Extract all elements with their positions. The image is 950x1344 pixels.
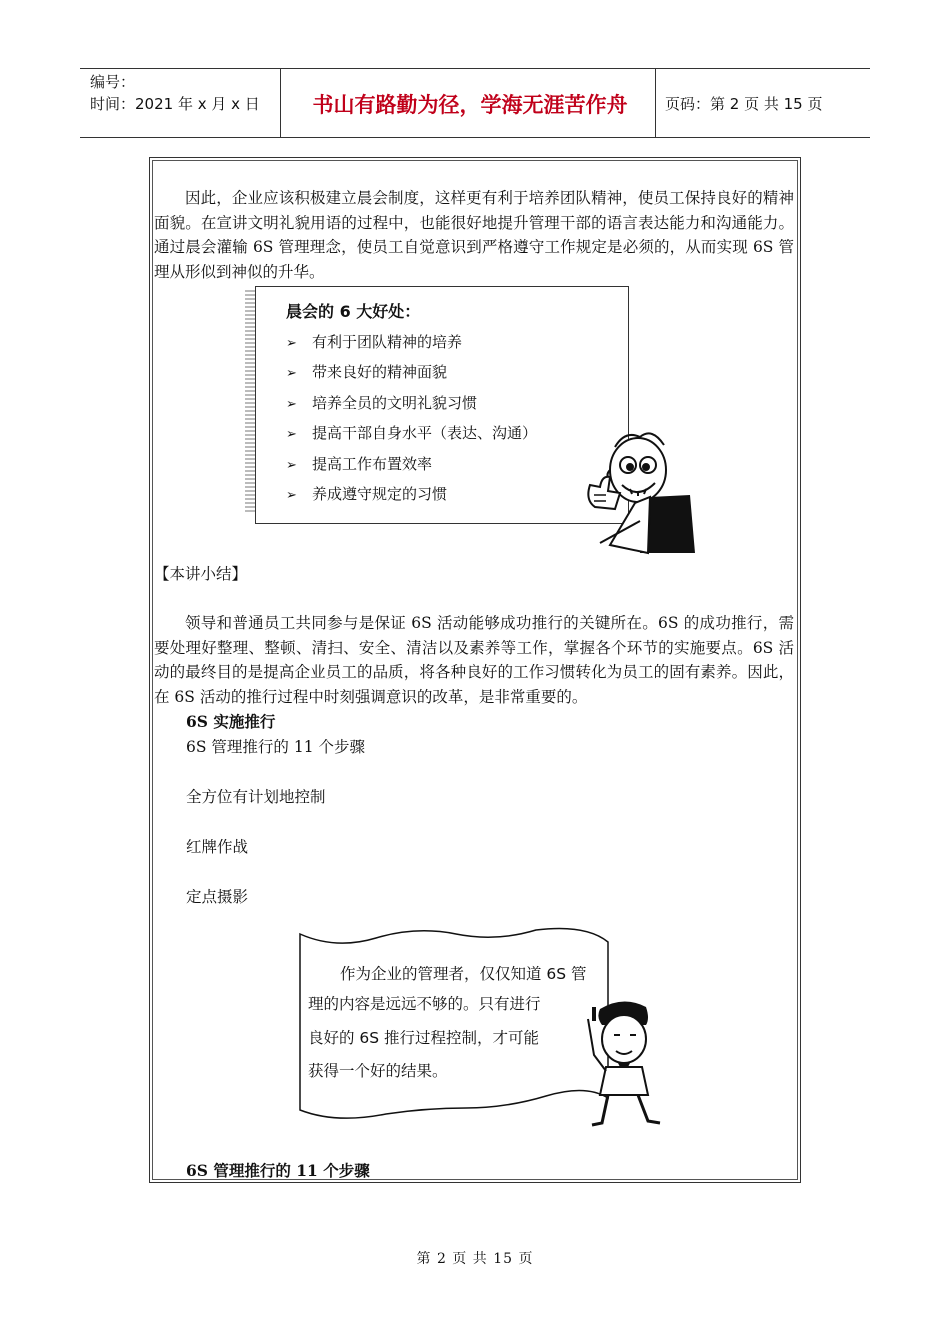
scroll-note-line: 作为企业的管理者，仅仅知道 6S 管 <box>340 965 587 983</box>
thumbs-up-cartoon-icon <box>580 425 705 555</box>
benefit-item: ➢ 提高工作布置效率 <box>286 455 433 473</box>
benefits-box <box>255 286 629 524</box>
manager-cartoon-icon <box>578 995 668 1127</box>
bullet-arrow-icon: ➢ <box>286 427 297 442</box>
bullet-arrow-icon: ➢ <box>286 397 297 412</box>
step-line: 定点摄影 <box>186 888 249 906</box>
benefit-item: ➢ 培养全员的文明礼貌习惯 <box>286 394 478 412</box>
bullet-arrow-icon: ➢ <box>286 336 297 351</box>
step-line: 全方位有计划地控制 <box>186 788 326 806</box>
benefit-item: ➢ 提高干部自身水平（表达、沟通） <box>286 424 538 442</box>
benefit-item: ➢ 有利于团队精神的培养 <box>286 333 463 351</box>
header-time-label: 时间：2021 年 x 月 x 日 <box>90 95 260 113</box>
step-line: 红牌作战 <box>186 838 249 856</box>
header-code-label: 编号： <box>90 73 136 91</box>
summary-paragraph: 领导和普通员工共同参与是保证 6S 活动能够成功推行的关键所在。6S 的成功推行，需要处理好整理、整顿、清扫、安全、清洁以及素养等工作，掌握各个环节的实施要点。6S 活动的最终目的是提高企业员工的品质，将各种良好的工作习惯转化为员工的固有素养。因此，在 6S 活动的推行过程中时刻强调意识的改革，是非常重要的。 <box>154 614 794 706</box>
benefit-item: ➢ 养成遵守规定的习惯 <box>286 485 448 503</box>
step-line: 6S 管理推行的 11 个步骤 <box>186 738 365 756</box>
bullet-arrow-icon: ➢ <box>286 488 297 503</box>
section-title: 6S 实施推行 <box>186 712 276 731</box>
scroll-note-line: 良好的 6S 推行过程控制，才可能 <box>308 1029 540 1047</box>
header-page-info: 页码：第 2 页 共 15 页 <box>665 95 823 113</box>
intro-paragraph: 因此，企业应该积极建立晨会制度，这样更有利于培养团队精神，使员工保持良好的精神面貌。在宣讲文明礼貌用语的过程中，也能很好地提升管理干部的语言表达能力和沟通能力。通过晨会灌输 6S 管理理念，使员工自觉意识到严格遵守工作规定是必须的，从而实现 6S 管理从形似到神似的升华。 <box>154 189 794 281</box>
page-footer: 第 2 页 共 15 页 <box>416 1251 534 1267</box>
summary-heading: 【本讲小结】 <box>154 565 248 583</box>
bullet-arrow-icon: ➢ <box>286 458 297 473</box>
header-motto: 书山有路勤为径，学海无涯苦作舟 <box>312 93 628 117</box>
header-divider <box>280 69 281 137</box>
bullet-arrow-icon: ➢ <box>286 366 297 381</box>
document-header <box>80 68 870 138</box>
benefits-title: 晨会的 6 大好处： <box>286 302 421 321</box>
scroll-note-line: 理的内容是远远不够的。只有进行 <box>308 995 541 1013</box>
benefit-item: ➢ 带来良好的精神面貌 <box>286 363 448 381</box>
header-meta <box>90 71 260 115</box>
scroll-note-line: 获得一个好的结果。 <box>308 1062 448 1080</box>
box-shadow <box>245 290 255 512</box>
bottom-heading: 6S 管理推行的 11 个步骤 <box>186 1161 370 1180</box>
